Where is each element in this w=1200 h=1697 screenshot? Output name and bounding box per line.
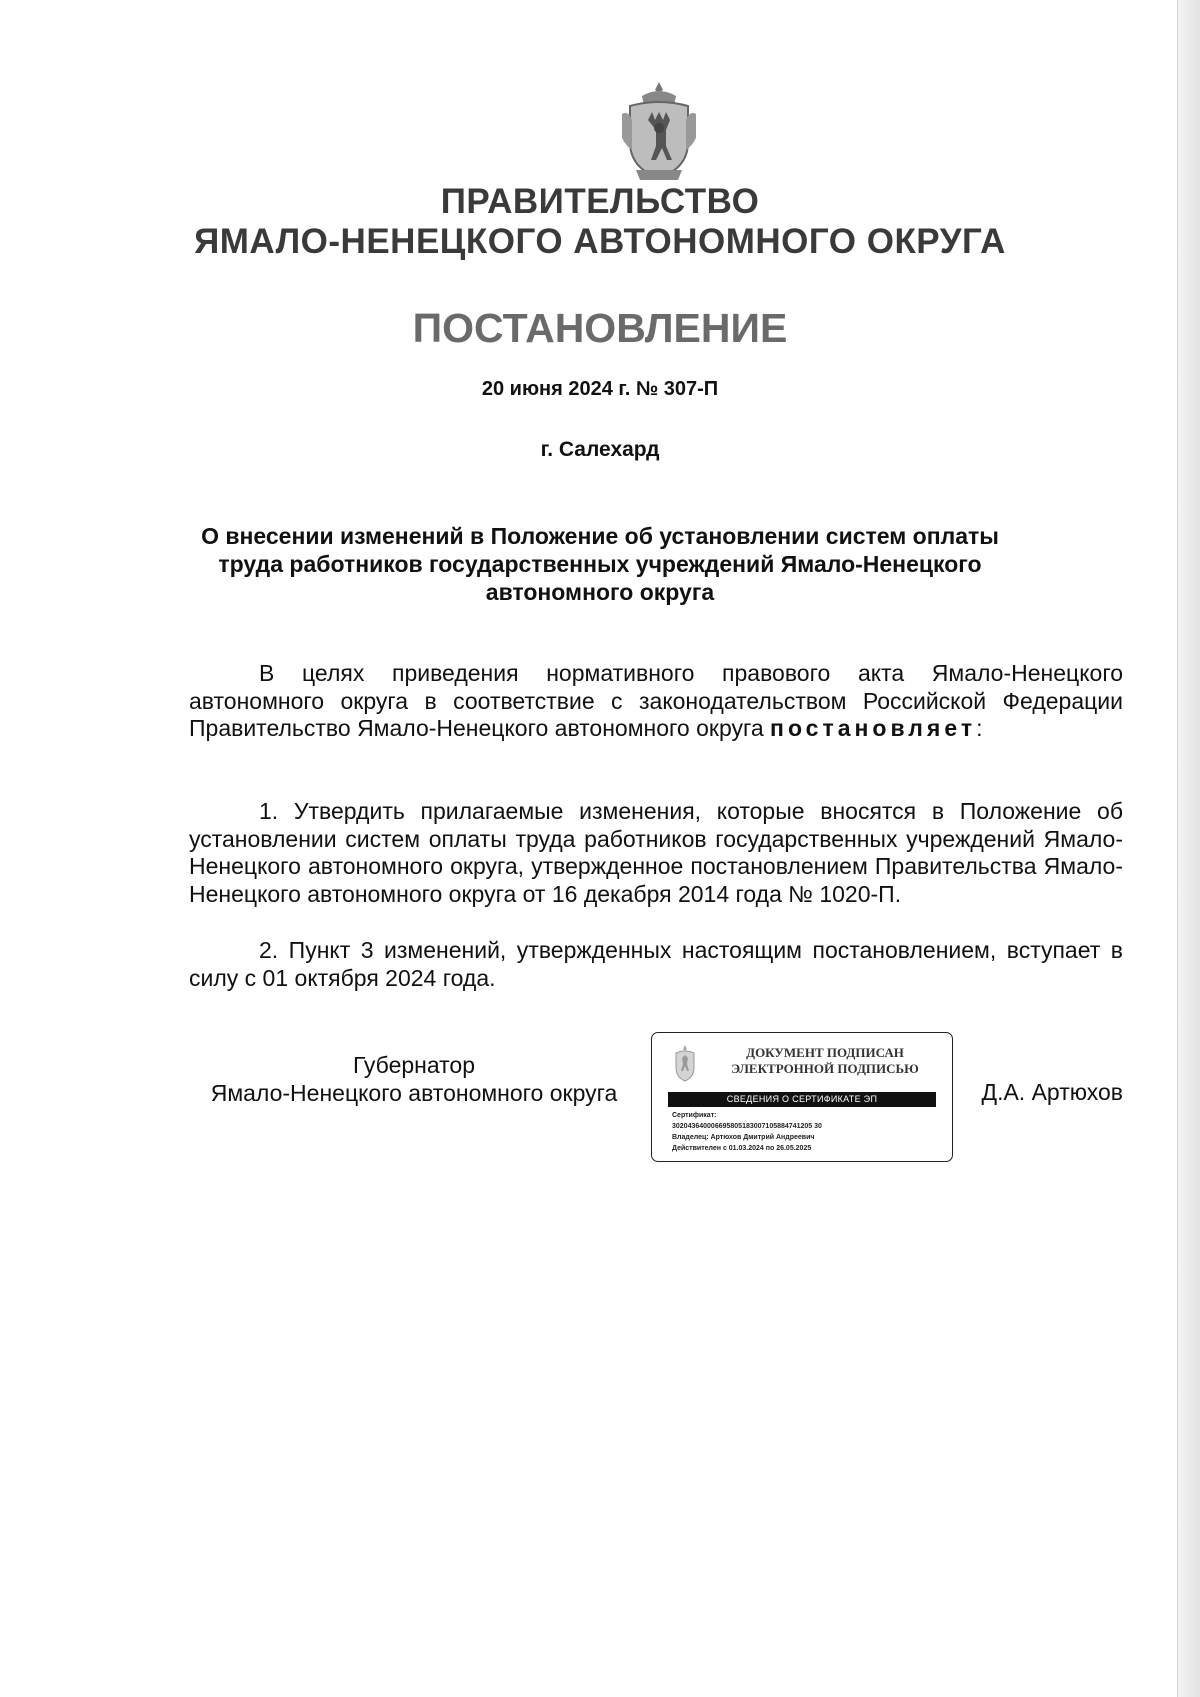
certificate-owner: Владелец: Артюхов Дмитрий Андреевич: [672, 1134, 815, 1141]
certificate-number: 302043640006695805183007105884741205 30: [672, 1123, 822, 1130]
certificate-validity: Действителен с 01.03.2024 по 26.05.2025: [672, 1145, 812, 1152]
stamp-title-line2: ЭЛЕКТРОННОЙ ПОДПИСЬЮ: [731, 1061, 919, 1076]
government-name-line1: ПРАВИТЕЛЬСТВО: [440, 182, 760, 221]
date-and-number: 20 июня 2024 г. № 307-П: [481, 378, 719, 400]
stamp-title-line1: ДОКУМЕНТ ПОДПИСАН: [746, 1045, 904, 1060]
document-subject: О внесении изменений в Положение об установлении систем оплаты труда работников государственных учреждений Ямало-Ненецкого автономного округа: [201, 523, 999, 605]
resolves-colon: :: [976, 715, 983, 741]
stamp-emblem-icon: [672, 1044, 698, 1082]
coat-of-arms-icon: [618, 80, 700, 182]
signatory-name: Д.А. Артюхов: [981, 1079, 1123, 1105]
preamble-paragraph: [189, 660, 1123, 743]
certificate-label: Сертификат:: [672, 1112, 717, 1119]
signatory-title-line2: Ямало-Ненецкого автономного округа: [210, 1080, 618, 1106]
item-1-paragraph: 1. Утвердить прилагаемые изменения, которые вносятся в Положение об установлении систем оплаты труда работников государственных учреждений Ямало-Ненецкого автономного округа, утвержденное постановлением Правительства Ямало-Ненецкого автономного округа от 16 декабря 2014 года № 1020-П.: [189, 798, 1123, 907]
document-type-heading: ПОСТАНОВЛЕНИЕ: [412, 305, 788, 351]
signatory-title: [189, 1051, 639, 1107]
electronic-signature-stamp: [651, 1032, 953, 1162]
certificate-details: [672, 1110, 942, 1154]
city: г. Салехард: [540, 438, 660, 461]
stamp-title: [712, 1045, 938, 1077]
certificate-info-bar: СВЕДЕНИЯ О СЕРТИФИКАТЕ ЭП: [668, 1092, 936, 1107]
item-2-paragraph: 2. Пункт 3 изменений, утвержденных настоящим постановлением, вступает в силу с 01 октября 2024 года.: [189, 937, 1123, 991]
signatory-title-line1: Губернатор: [352, 1052, 476, 1078]
preamble-text: В целях приведения нормативного правового акта Ямало-Ненецкого автономного округа в соответствие с законодательством Российской Федерации Правительство Ямало-Ненецкого автономного округа: [189, 660, 1123, 741]
government-name-line2: ЯМАЛО-НЕНЕЦКОГО АВТОНОМНОГО ОКРУГА: [194, 222, 1006, 261]
resolves-word: постановляет: [770, 715, 977, 741]
